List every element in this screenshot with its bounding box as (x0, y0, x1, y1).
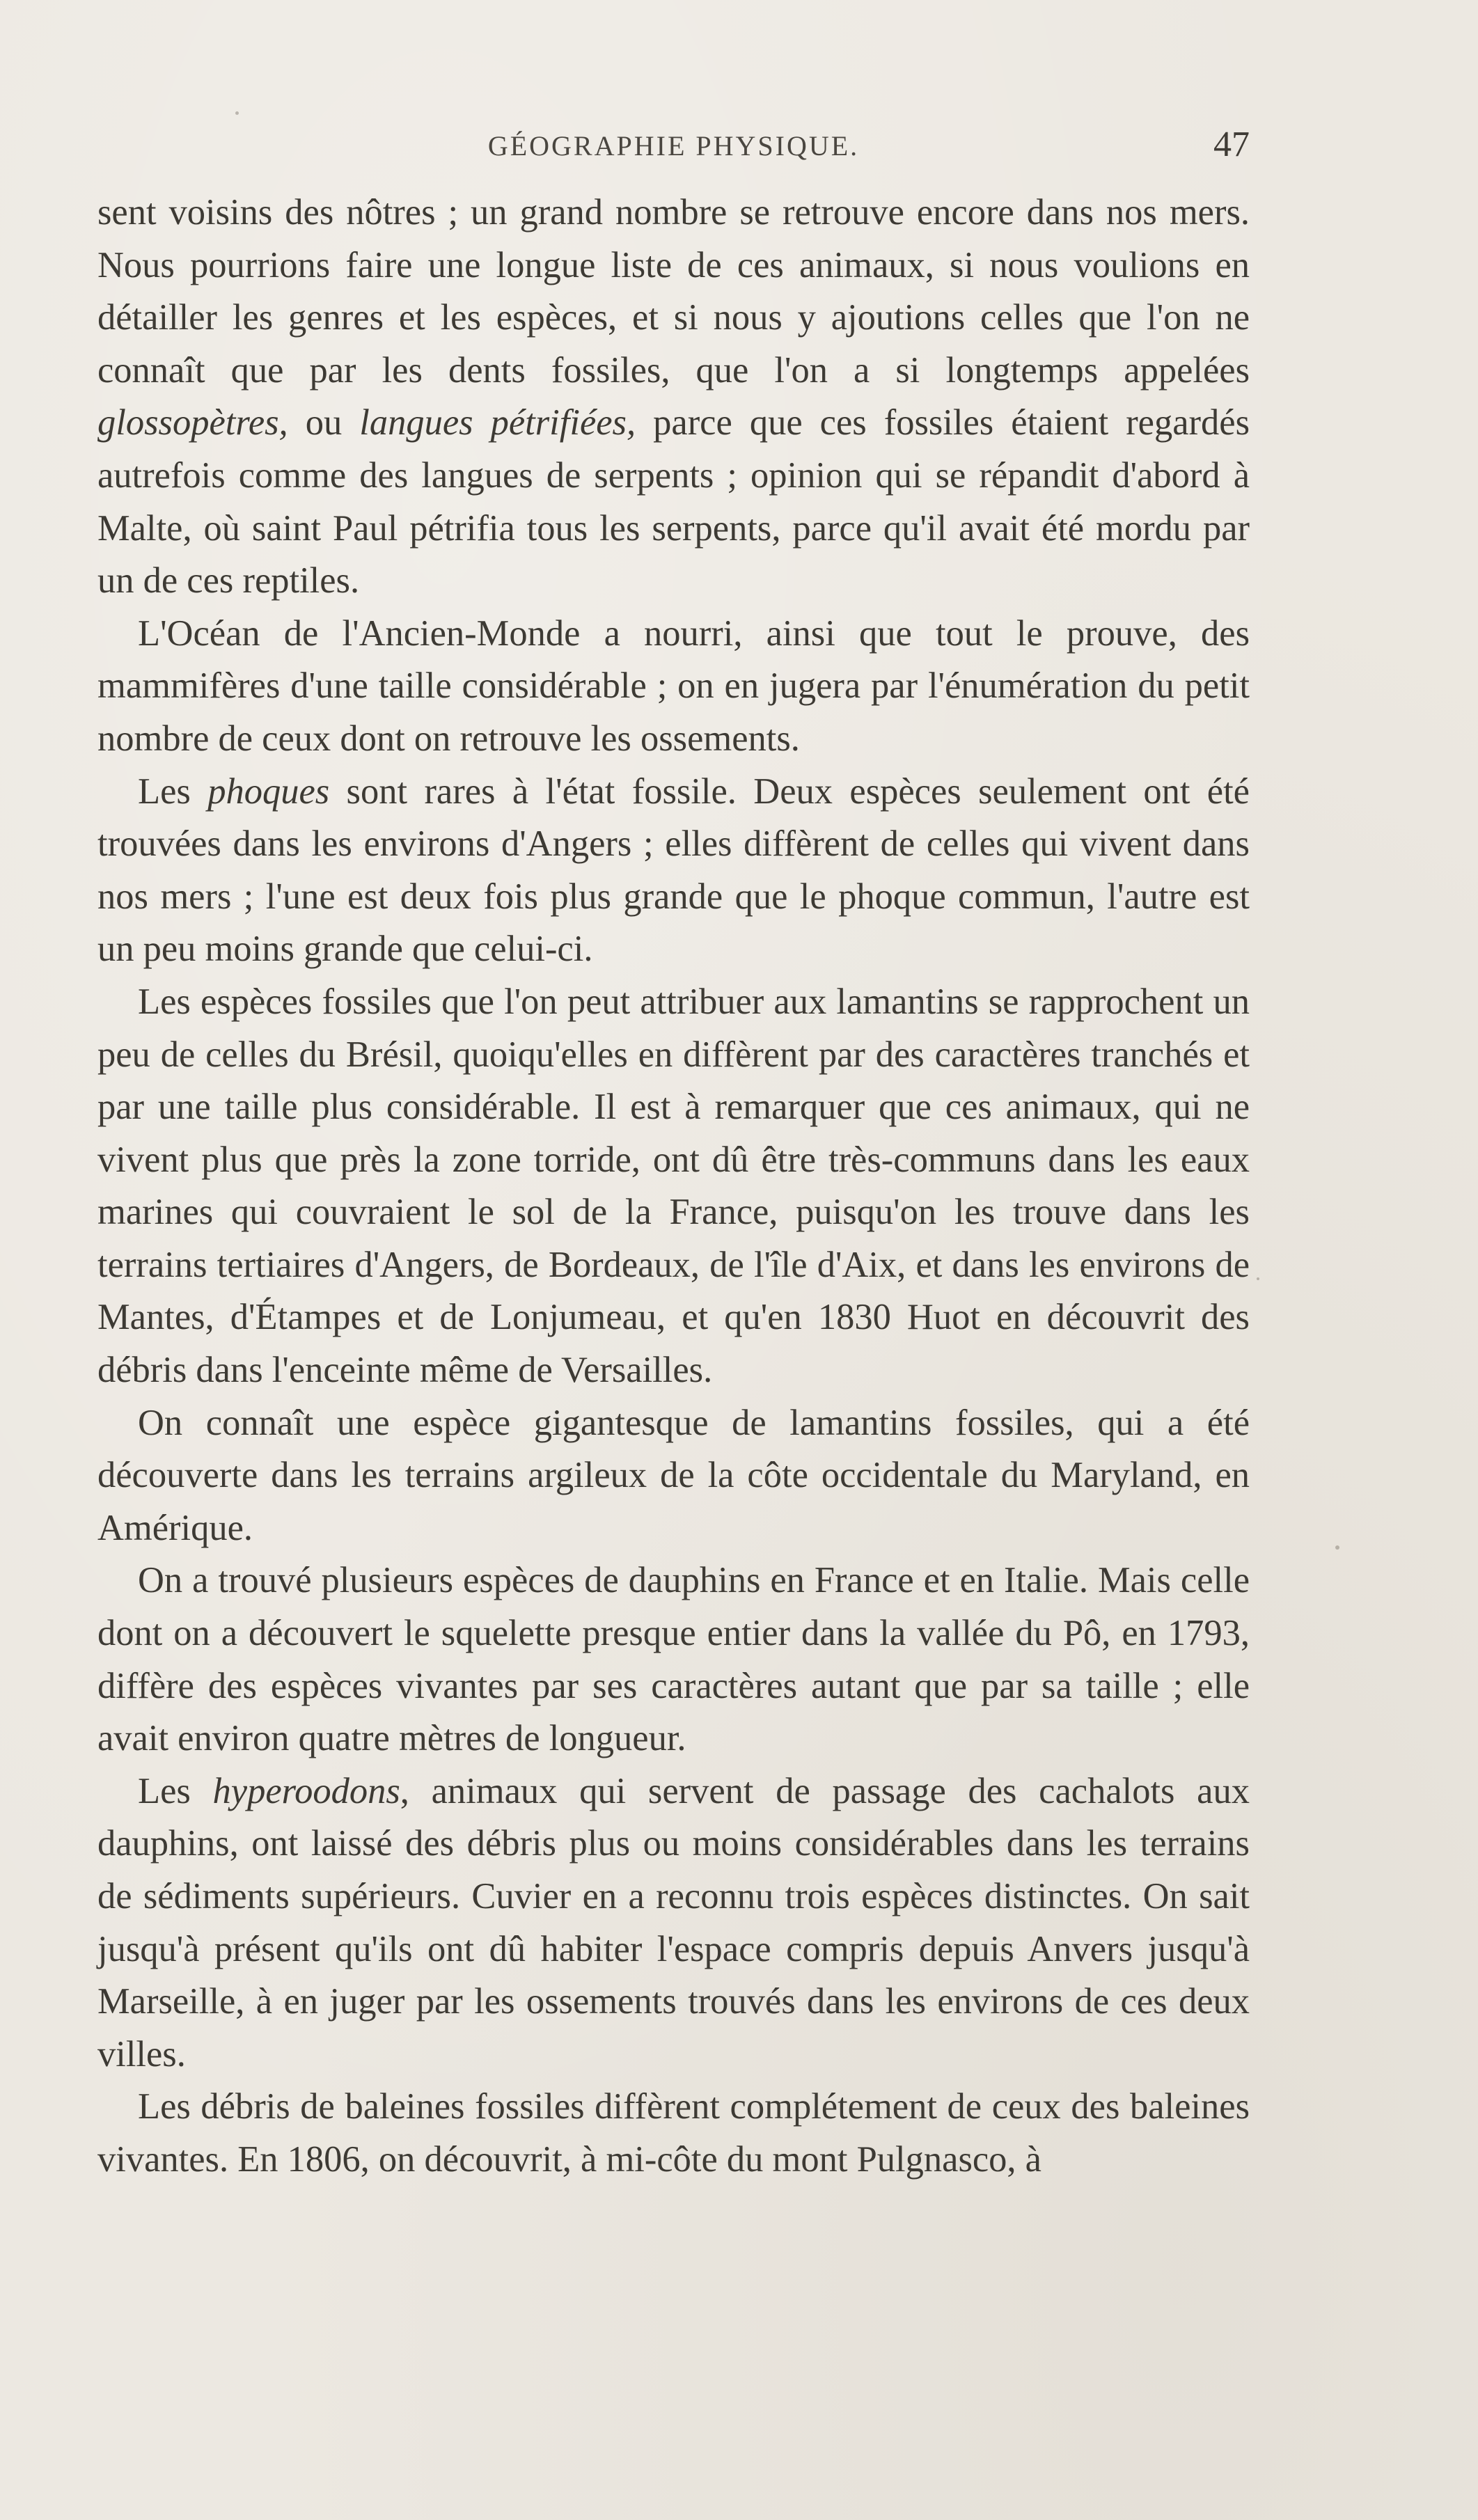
paragraph (97, 1397, 1250, 1555)
paper-speck (1335, 1545, 1339, 1550)
paragraph (97, 1554, 1250, 1765)
text-run: sont rares à l'état fossile. Deux espèces seulement ont été trouvées dans les environs d'Angers ; elles diffèrent de celles qui vivent dans nos mers ; l'une est deux fois plus grande que le phoque commun, l'autre est un peu moins grande que celui-ci. (97, 771, 1250, 970)
paragraph (97, 608, 1250, 766)
text-run: , animaux qui servent de passage des cachalots aux dauphins, ont laissé des débris plus ou moins considérables dans les terrains de sédiments supérieurs. Cuvier en a reconnu trois espèces distinctes. On sait jusqu'à présent qu'ils ont dû habiter l'espace compris depuis Anvers jusqu'à Marseille, à en juger par les ossements trouvés dans les environs de ces deux villes. (97, 1770, 1250, 2074)
text-run: Les espèces fossiles que l'on peut attribuer aux lamantins se rapprochent un peu de celles du Brésil, quoiqu'elles en diffèrent par des caractères tranchés et par une taille plus considérable. Il est à remarquer que ces animaux, qui ne vivent plus que près la zone torride, ont dû être très-communs dans les eaux marines qui couvraient le sol de la France, puisqu'on les trouve dans les terrains tertiaires d'Angers, de Bordeaux, de l'île d'Aix, et dans les environs de Mantes, d'Étampes et de Lonjumeau, et qu'en 1830 Huot en découvrit des débris dans l'enceinte même de Versailles. (97, 981, 1250, 1391)
page-number: 47 (1213, 125, 1250, 164)
body-text (97, 187, 1250, 2187)
paragraph (97, 2081, 1250, 2186)
italic-term: phoques (207, 771, 330, 812)
italic-term: glossopètres, (97, 402, 288, 443)
page-header (97, 124, 1250, 173)
italic-term: langues pétrifiées, (359, 402, 636, 443)
text-run: Les (138, 771, 208, 812)
text-run: parce que ces fossiles étaient regardés autrefois comme des langues de serpents ; opinion qui se répandit d'abord à Malte, où saint Paul pétrifia tous les serpents, parce qu'il avait été mordu par un de ces reptiles. (97, 402, 1250, 601)
italic-term: hyperoodons (212, 1770, 400, 1811)
running-title: GÉOGRAPHIE PHYSIQUE. (487, 130, 860, 162)
paragraph (97, 976, 1250, 1397)
text-run: On a trouvé plusieurs espèces de dauphins en France et en Italie. Mais celle dont on a découvert le squelette presque entier dans la vallée du Pô, en 1793, diffère des espèces vivantes par ses caractères autant que par sa taille ; elle avait environ quatre mètres de longueur. (97, 1560, 1250, 1759)
text-run: On connaît une espèce gigantesque de lamantins fossiles, qui a été découverte dans les terrains argileux de la côte occidentale du Maryland, en Amérique. (97, 1402, 1250, 1548)
paper-speck (1257, 1277, 1259, 1280)
paragraph (97, 766, 1250, 976)
text-run: Les débris de baleines fossiles diffèrent complétement de ceux des baleines vivantes. En 1806, on découvrit, à mi-côte du mont Pulgnasco, à (97, 2086, 1250, 2180)
text-run: sent voisins des nôtres ; un grand nombre se retrouve encore dans nos mers. Nous pourrions faire une longue liste de ces animaux, si nous voulions en détailler les genres et les espèces, et si nous y ajoutions celles que l'on ne connaît que par les dents fossiles, que l'on a si longtemps appelées (97, 192, 1250, 391)
paragraph (97, 1765, 1250, 2081)
paper-speck (235, 111, 239, 115)
text-run: L'Océan de l'Ancien-Monde a nourri, ainsi que tout le prouve, des mammifères d'une taille considérable ; on en jugera par l'énumération du petit nombre de ceux dont on retrouve les ossements. (97, 613, 1250, 759)
paragraph (97, 187, 1250, 608)
text-run: ou (288, 402, 360, 443)
text-run: Les (138, 1770, 213, 1811)
